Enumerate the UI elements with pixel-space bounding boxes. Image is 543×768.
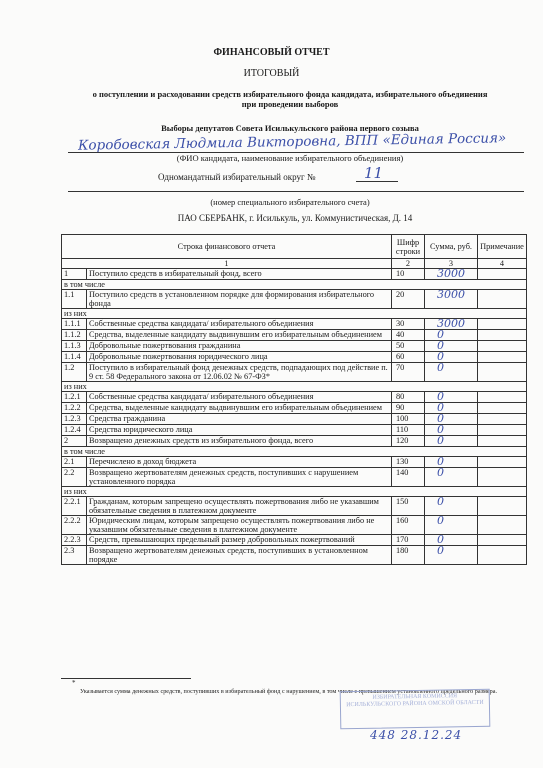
handwritten-sum: 0 [437,361,444,374]
header-sum: Сумма, руб. [425,235,478,259]
row-description: Собственные средства кандидата/ избирательного объединения [87,392,392,403]
row-description: Средства гражданина [87,414,392,425]
col-number-4: 4 [478,259,527,269]
row-number: 1.1.3 [62,341,87,352]
row-note [478,516,527,535]
handwritten-sum: 3000 [437,288,465,301]
row-description: Средства, выделенные кандидату выдвинувшим его избирательным объединением [87,330,392,341]
row-code: 10 [392,269,425,280]
row-note [478,425,527,436]
row-code: 160 [392,516,425,535]
row-code: 180 [392,546,425,565]
row-sum [425,546,478,565]
handwritten-sum: 0 [437,401,444,414]
row-sum [425,290,478,309]
row-note [478,363,527,382]
row-note [478,535,527,546]
table-row [62,319,527,330]
row-description: Добровольные пожертвования юридического лица [87,352,392,363]
handwritten-sum: 0 [437,533,444,546]
row-code: 150 [392,497,425,516]
table-row [62,457,527,468]
row-description: Возвращено денежных средств из избирательного фонда, всего [87,436,392,447]
col-number-2: 2 [392,259,425,269]
col-number-3: 3 [425,259,478,269]
row-note [478,403,527,414]
handwritten-sum: 3000 [437,267,465,280]
row-description: Возвращено жертвователям денежных средств, поступивших с нарушением установленного порядка [87,468,392,487]
row-description: Юридическим лицам, которым запрещено осуществлять пожертвования либо не указавшим обязательные сведения в платежном документе [87,516,392,535]
row-description: Средства юридического лица [87,425,392,436]
row-number: 1.1.4 [62,352,87,363]
report-description-line1: о поступлении и расходовании средств избирательного фонда кандидата, избирательного объединения [92,89,488,99]
row-number: 2.2.3 [62,535,87,546]
table-subheader-row [62,447,527,457]
header-note: Примечание [478,235,527,259]
table-row [62,414,527,425]
row-note [478,414,527,425]
row-number: 2.2.1 [62,497,87,516]
row-sum [425,497,478,516]
stamp-text: ИЗБИРАТЕЛЬНАЯ КОМИССИЯ ИСИЛЬКУЛЬСКОГО РАЙОНА ОМСКОЙ ОБЛАСТИ [346,693,484,709]
subheader-text: из них [62,382,527,392]
row-number: 2 [62,436,87,447]
report-title: ФИНАНСОВЫЙ ОТЧЕТ [213,47,330,58]
row-description: Поступило средств в установленном порядке для формирования избирательного фонда [87,290,392,309]
bank-name: ПАО СБЕРБАНК, г. Исилькуль, ул. Коммунистическая, Д. 14 [177,213,413,223]
table-row [62,392,527,403]
district-number: 11 [364,164,384,182]
financial-table [61,234,527,565]
row-code: 110 [392,425,425,436]
row-code: 60 [392,352,425,363]
row-code: 20 [392,290,425,309]
row-note [478,468,527,487]
footnote-mark: * [72,679,76,687]
candidate-line [68,130,524,154]
row-description: Средств, превышающих предельный размер добровольных пожертвований [87,535,392,546]
row-note [478,546,527,565]
row-number: 2.3 [62,546,87,565]
row-code: 90 [392,403,425,414]
row-number: 1.2.2 [62,403,87,414]
row-sum [425,363,478,382]
handwritten-sum: 3000 [437,317,465,330]
handwritten-sum: 0 [437,412,444,425]
table-row [62,330,527,341]
handwritten-sum: 0 [437,544,444,557]
report-description-line2: при проведении выборов [241,99,339,109]
account-number-line [68,191,524,192]
row-description: Поступило средств в избирательный фонд, всего [87,269,392,280]
row-number: 1.2.1 [62,392,87,403]
row-sum [425,269,478,280]
row-code: 50 [392,341,425,352]
row-number: 1.1.2 [62,330,87,341]
row-description: Возвращено жертвователям денежных средств, поступивших в установленном порядке [87,546,392,565]
row-description: Средства, выделенные кандидату выдвинувшим его избирательным объединением [87,403,392,414]
subheader-text: в том числе [62,280,527,290]
row-note [478,352,527,363]
handwritten-sum: 0 [437,455,444,468]
row-description: Перечислено в доход бюджета [87,457,392,468]
row-description: Поступило в избирательный фонд денежных средств, подпадающих под действие п. 9 ст. 58 Федерального закона от 12.06.02 № 67-ФЗ* [87,363,392,382]
handwritten-sum: 0 [437,495,444,508]
row-note [478,290,527,309]
row-note [478,457,527,468]
row-code: 140 [392,468,425,487]
row-number: 1 [62,269,87,280]
row-note [478,497,527,516]
row-note [478,330,527,341]
footnote-divider [61,678,191,679]
district-number-field [356,164,398,182]
report-subtitle: ИТОГОВЫЙ [243,68,300,79]
row-description: Гражданам, которым запрещено осуществлять пожертвования либо не указавшим обязательные сведения в платежном документе [87,497,392,516]
row-code: 100 [392,414,425,425]
handwritten-sum: 0 [437,339,444,352]
row-code: 130 [392,457,425,468]
row-number: 1.2.3 [62,414,87,425]
table-subheader-row [62,382,527,392]
row-number: 1.1.1 [62,319,87,330]
table-row [62,516,527,535]
account-caption: (номер специального избирательного счета) [210,197,370,207]
row-code: 170 [392,535,425,546]
row-number: 2.2 [62,468,87,487]
handwritten-sum: 0 [437,423,444,436]
row-number: 2.2.2 [62,516,87,535]
row-note [478,269,527,280]
subheader-text: из них [62,309,527,319]
row-code: 30 [392,319,425,330]
header-line: Строка финансового отчета [62,235,392,259]
row-code: 70 [392,363,425,382]
candidate-handwritten: Коробовская Людмила Викторовна, ВПП «Единая Россия» [77,130,507,154]
handwritten-sum: 0 [437,390,444,403]
table-header-row [62,235,527,259]
row-note [478,392,527,403]
row-note [478,436,527,447]
row-sum [425,436,478,447]
table-row [62,352,527,363]
subheader-text: из них [62,487,527,497]
row-number: 1.2 [62,363,87,382]
row-number: 2.1 [62,457,87,468]
district-label: Одномандатный избирательный округ № [158,172,316,182]
row-description: Добровольные пожертвования гражданина [87,341,392,352]
handwritten-sum: 0 [437,514,444,527]
candidate-caption: (ФИО кандидата, наименование избирательного объединения) [176,153,404,163]
row-sum [425,516,478,535]
table-row [62,363,527,382]
handwritten-sum: 0 [437,350,444,363]
registration-stamp [340,689,491,730]
table-row [62,546,527,565]
table-subheader-row [62,487,527,497]
row-code: 80 [392,392,425,403]
table-row [62,341,527,352]
footnote-text: Указывается сумма денежных средств, поступивших в избирательный фонд с нарушением, в том числе с превышением установленного предельного размера. [80,688,498,695]
election-name: Выборы депутатов Совета Исилькульского района первого созыва [161,123,419,133]
table-row [62,468,527,487]
row-number: 1.2.4 [62,425,87,436]
table-row [62,290,527,309]
row-note [478,341,527,352]
header-code: Шифр строки [392,235,425,259]
table-row [62,425,527,436]
handwritten-sum: 0 [437,328,444,341]
row-code: 40 [392,330,425,341]
col-number-1: 1 [62,259,392,269]
row-sum [425,468,478,487]
handwritten-sum: 0 [437,466,444,479]
row-code: 120 [392,436,425,447]
handwritten-sum: 0 [437,434,444,447]
stamp-handwritten-number: 448 28.12.24 [370,728,463,742]
table-row [62,403,527,414]
row-description: Собственные средства кандидата/ избирательного объединения [87,319,392,330]
row-number: 1.1 [62,290,87,309]
subheader-text: в том числе [62,447,527,457]
table-row [62,535,527,546]
table-row [62,497,527,516]
row-note [478,319,527,330]
table-row [62,436,527,447]
table-row [62,269,527,280]
